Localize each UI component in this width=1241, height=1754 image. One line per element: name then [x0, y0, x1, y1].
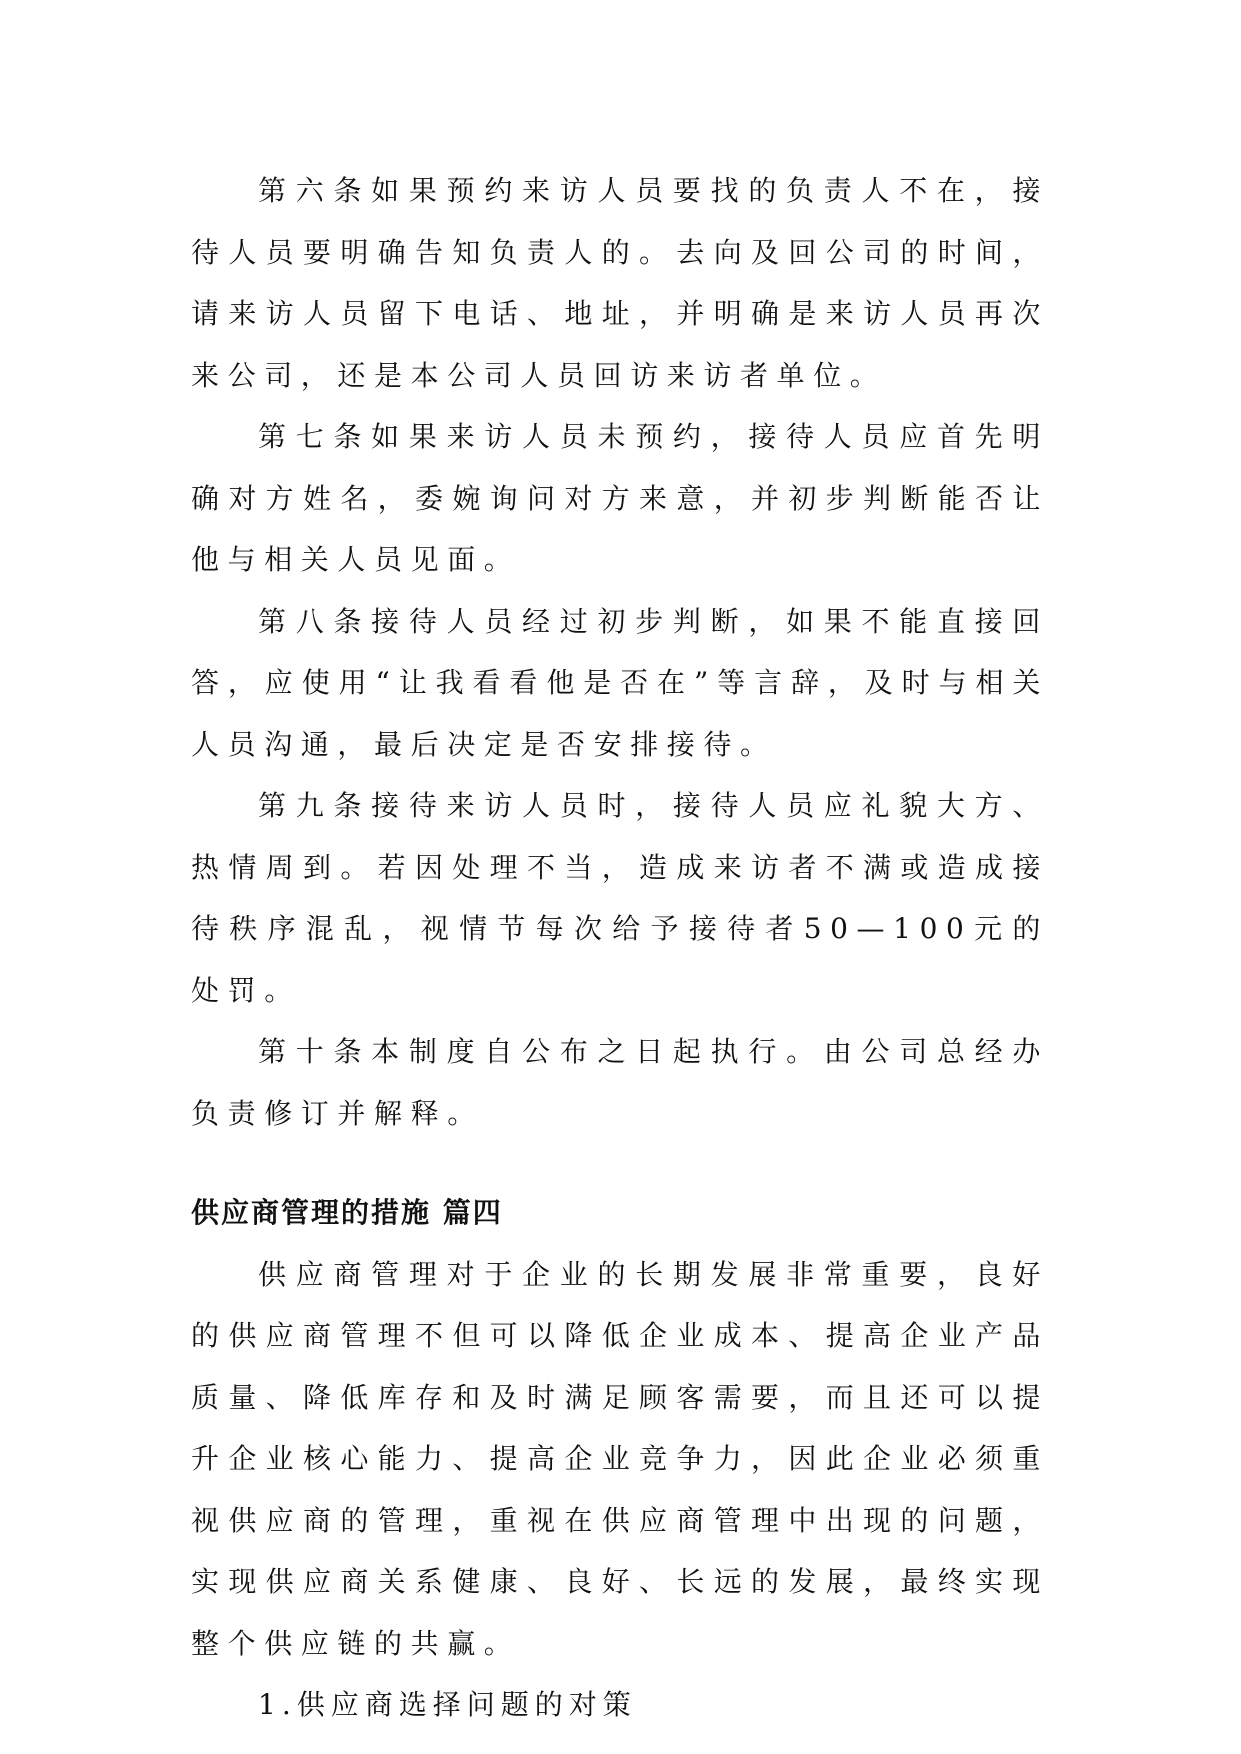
- section-intro-paragraph: 供应商管理对于企业的长期发展非常重要，良好的供应商管理不但可以降低企业成本、提高企业产品质量、降低库存和及时满足顾客需要，而且还可以提升企业核心能力、提高企业竞争力，因此企业必须重视供应商的管理，重视在供应商管理中出现的问题，实现供应商关系健康、良好、长远的发展，最终实现整个供应链的共赢。: [191, 1257, 1049, 1660]
- numbered-list-item: 1.供应商选择问题的对策: [258, 1688, 637, 1721]
- article-9-paragraph: 第九条接待来访人员时，接待人员应礼貌大方、热情周到。若因处理不当，造成来访者不满或造成接待秩序混乱，视情节每次给予接待者50—100元的处罚。: [191, 789, 1049, 1007]
- article-10-paragraph: 第十条本制度自公布之日起执行。由公司总经办负责修订并解释。: [191, 1035, 1049, 1130]
- article-6-paragraph: 第六条如果预约来访人员要找的负责人不在，接待人员要明确告知负责人的。去向及回公司的时间，请来访人员留下电话、地址，并明确是来访人员再次来公司，还是本公司人员回访来访者单位。: [191, 174, 1049, 392]
- document-body: [191, 160, 1049, 1736]
- article-7-paragraph: 第七条如果来访人员未预约，接待人员应首先明确对方姓名，委婉询问对方来意，并初步判断能否让他与相关人员见面。: [191, 420, 1049, 576]
- section-heading: 供应商管理的措施 篇四: [191, 1196, 503, 1229]
- article-8-paragraph: 第八条接待人员经过初步判断，如果不能直接回答，应使用“让我看看他是否在”等言辞，及时与相关人员沟通，最后决定是否安排接待。: [191, 604, 1049, 761]
